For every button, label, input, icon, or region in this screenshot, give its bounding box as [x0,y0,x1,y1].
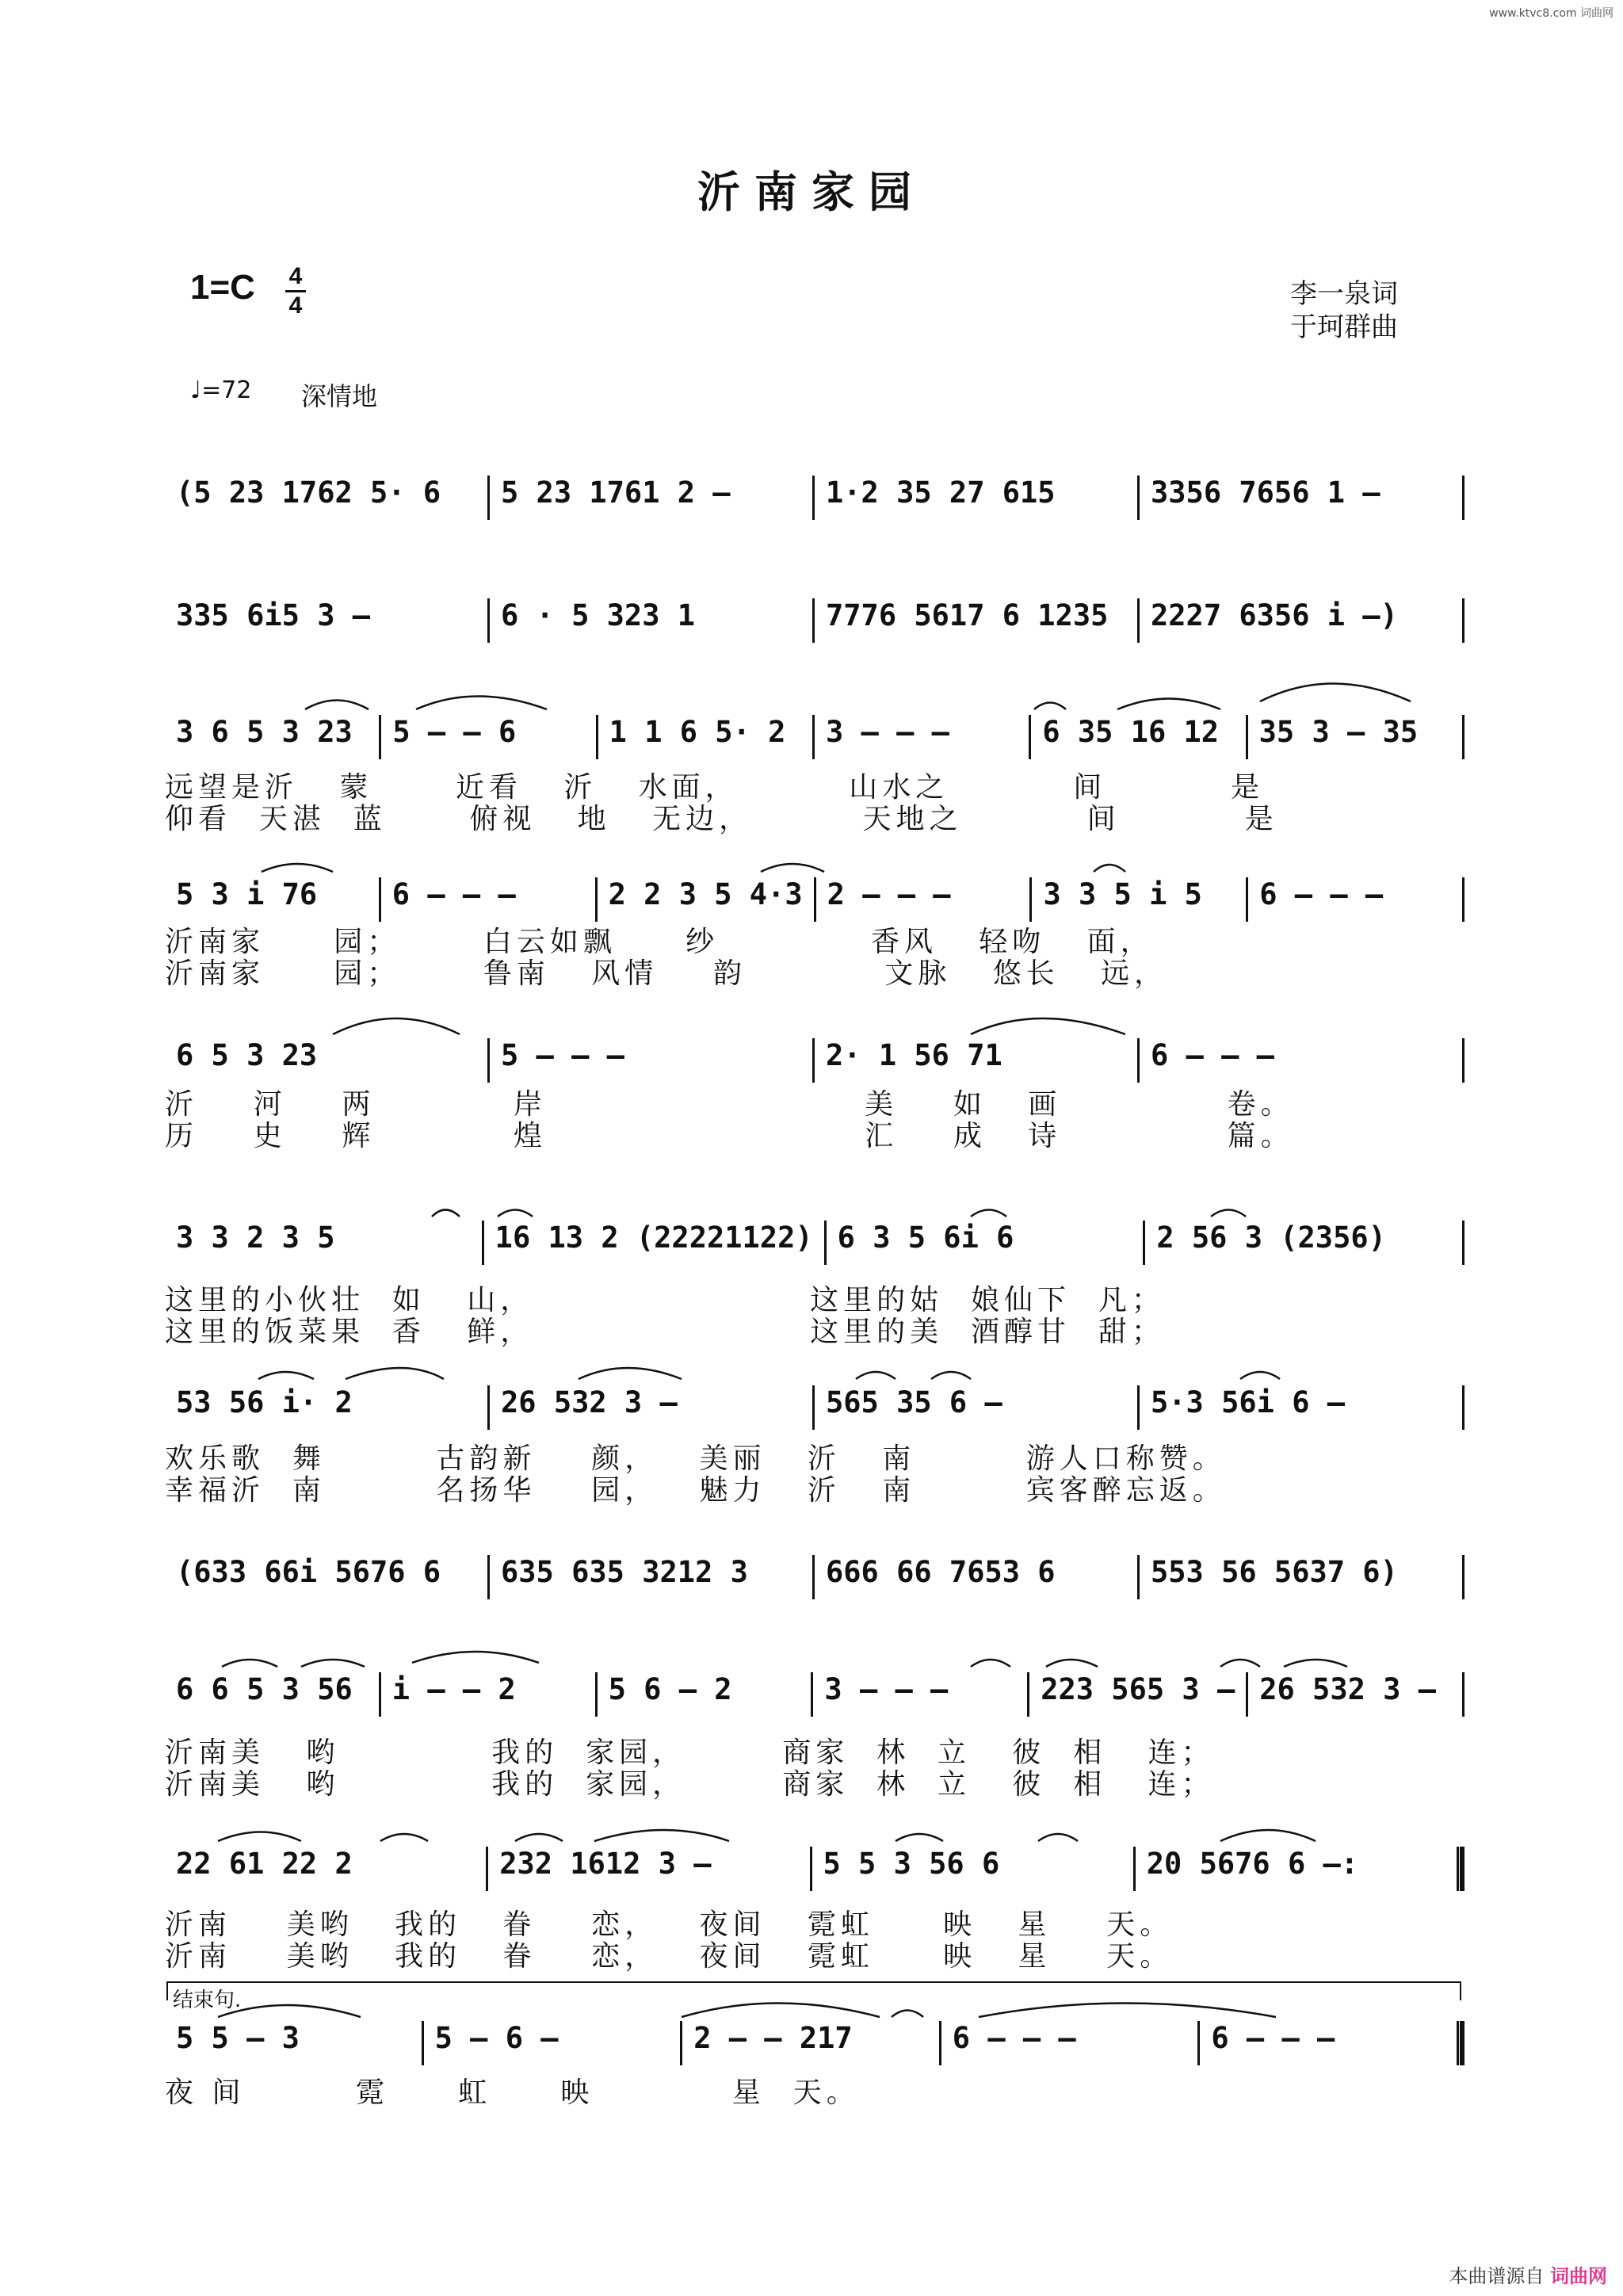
slur [1038,1834,1078,1841]
bar: 53 56 i· 2 [176,1385,353,1419]
lyrics-v2-line-6: 沂南美 哟 我的 家园， 商家 林 立 彼 相 连； [165,1768,1215,1801]
bar: 5 – – 6 [392,715,517,749]
ending-label: 结束句. [173,1988,242,2012]
lyrics-final: 夜 间 霓 虹 映 星 天。 [165,2076,860,2109]
slur [896,1834,943,1841]
slur [1284,1660,1347,1667]
bar: 6 3 5 6i 6 [837,1221,1014,1255]
slur [1220,1660,1260,1667]
slur [262,864,333,872]
lyrics-v2-line-5: 幸福沂 南 名扬华 园， 魅力 沂 南 宾客醉忘返。 [165,1474,1226,1507]
bar: 3 3 5 i 5 [1043,877,1202,911]
bar: 2 – – – [827,877,951,911]
bar: 635 635 3212 3 [501,1555,748,1589]
slur [1034,703,1066,710]
slur [346,1368,444,1379]
slur [515,1834,563,1841]
bar: 335 6i5 3 – [176,598,371,632]
bottom-watermark [1449,2260,1607,2288]
bar: 6 – – – [952,2021,1076,2055]
slur [380,1834,428,1841]
bar: 5 3 i 76 [176,877,318,911]
bar: 6 5 3 23 [176,1038,318,1072]
slur [579,1368,682,1379]
bar: 5 – – – [501,1038,624,1072]
watermark-brand: 词曲网 [1550,2265,1607,2287]
bar: 3 6 5 3 23 [176,715,353,749]
slur [971,1210,1006,1217]
slur [856,1372,896,1379]
slur [333,1018,460,1034]
bar: 5 5 – 3 [176,2021,300,2055]
bar: (633 66i 5676 6 [176,1555,441,1589]
bar: 5 6 – 2 [608,1672,732,1706]
bar: 3356 7656 1 – [1151,476,1381,510]
bar: 223 565 3 – [1041,1672,1235,1706]
lyrics-v1-line-6: 沂南美 哟 我的 家园， 商家 林 立 彼 相 连； [165,1736,1215,1769]
slur [971,1660,1010,1667]
slur [931,1372,971,1379]
slur [412,1652,539,1663]
bar: 3 3 2 3 5 [176,1221,335,1255]
bar: 2· 1 56 71 [826,1038,1002,1072]
slur [1117,699,1220,710]
slur [594,1830,729,1841]
song-title: 沂南家园 [697,166,926,217]
slur [416,697,547,710]
slur [222,1660,277,1667]
top-watermark: www.ktvc8.com 词曲网 [1489,7,1613,20]
bar: 5 – 6 – [434,2021,559,2055]
lyrics-v2-line-4: 这里的饭菜果 香 鲜， 这里的美 酒醇甘 甜； [165,1316,1165,1348]
bar: 7776 5617 6 1235 [826,598,1109,632]
bar: 20 5676 6 –: [1146,1847,1359,1881]
lyrics-v2-line-3: 历 史 辉 煌 汇 成 诗 篇。 [165,1120,1294,1152]
lyrics-v2-line-1: 仰看 天湛 蓝 俯视 地 无边， 天地之 间 是 [165,803,1278,835]
lyrics-v1-line-2: 沂南家 园； 白云如飘 纱 香风 轻吻 面， [165,926,1154,958]
bar: 232 1612 3 – [499,1847,712,1881]
bar: 5 5 3 56 6 [823,1847,1000,1881]
lyricist: 李一泉词 [1290,278,1398,310]
bar: 666 66 7653 6 [826,1555,1056,1589]
slur [971,1018,1125,1034]
bar: 22 61 22 2 [176,1847,353,1881]
bar: 26 532 3 – [1259,1672,1436,1706]
bar: 5 23 1761 2 – [501,476,731,510]
slur [1211,1210,1246,1217]
bar: 2 2 3 5 4·3 [608,877,803,911]
slur [258,1372,314,1379]
slur [218,1832,301,1842]
composer: 于珂群曲 [1290,311,1398,343]
lyrics-v1-line-4: 这里的小伙壮 如 山， 这里的姑 娘仙下 凡； [165,1284,1165,1316]
slur [498,1210,533,1217]
bar: 6 – – – [1211,2021,1335,2055]
bar: (5 23 1762 5· 6 [176,476,441,510]
key-signature: 1=C [190,268,255,307]
bar: 6 – – – [1151,1038,1274,1072]
slur [682,2004,880,2018]
bar: 1·2 35 27 615 [826,476,1056,510]
slur [979,2004,1276,2018]
lyrics-v2-line-2: 沂南家 园； 鲁南 风情 韵 文脉 悠长 远， [165,957,1168,990]
lyrics-v1-line-7: 沂南 美哟 我的 眷 恋， 夜间 霓虹 映 星 天。 [165,1908,1174,1941]
bar: 2 56 3 (2356) [1156,1221,1386,1255]
bar: 553 56 5637 6) [1151,1555,1398,1589]
bar: 2 – – 217 [693,2021,853,2055]
slur [305,701,369,710]
bar: 6 35 16 12 [1042,715,1220,749]
watermark-plain: 本曲谱源自 [1449,2265,1545,2287]
meter-bottom: 4 [288,292,303,319]
bar: 6 · 5 323 1 [501,598,696,632]
lyrics-v1-line-5: 欢乐歌 舞 古韵新 颜， 美丽 沂 南 游人口称赞。 [165,1442,1226,1475]
bar: 2227 6356 i –) [1151,598,1398,632]
slur [1220,1830,1316,1841]
lyrics-v1-line-3: 沂 河 两 岸 美 如 画 卷。 [165,1088,1294,1121]
bar: 26 532 3 – [501,1385,678,1419]
bar: 5·3 56i 6 – [1151,1385,1346,1419]
bar: 6 – – – [1259,877,1384,911]
slur [1240,1372,1280,1379]
slur [1260,684,1411,702]
lyrics-v1-line-1: 远望是沂 蒙 近看 沂 水面， 山水之 间 是 [165,771,1265,804]
slur [301,1660,365,1667]
expression-mark: 深情地 [301,381,378,411]
lyrics-v2-line-7: 沂南 美哟 我的 眷 恋， 夜间 霓虹 映 星 天。 [165,1940,1174,1973]
slur [218,2005,361,2017]
bar: 3 – – – [825,715,949,749]
bar: 6 – – – [391,877,516,911]
bar: 35 3 – 35 [1258,715,1419,749]
bar: 6 6 5 3 56 [176,1672,353,1706]
bar: 1 1 6 5· 2 [609,715,786,749]
slur [892,2011,923,2018]
tempo-mark: ♩=72 [190,376,252,404]
slur [1046,1660,1098,1667]
slur [432,1210,460,1217]
slur [761,864,824,872]
slur [1094,865,1125,872]
bar: 16 13 2 (22221122) [495,1221,813,1255]
bar: i – – 2 [391,1672,516,1706]
bar: 3 – – – [824,1672,949,1706]
meter-top: 4 [288,263,303,289]
bar: 565 35 6 – [826,1385,1002,1419]
